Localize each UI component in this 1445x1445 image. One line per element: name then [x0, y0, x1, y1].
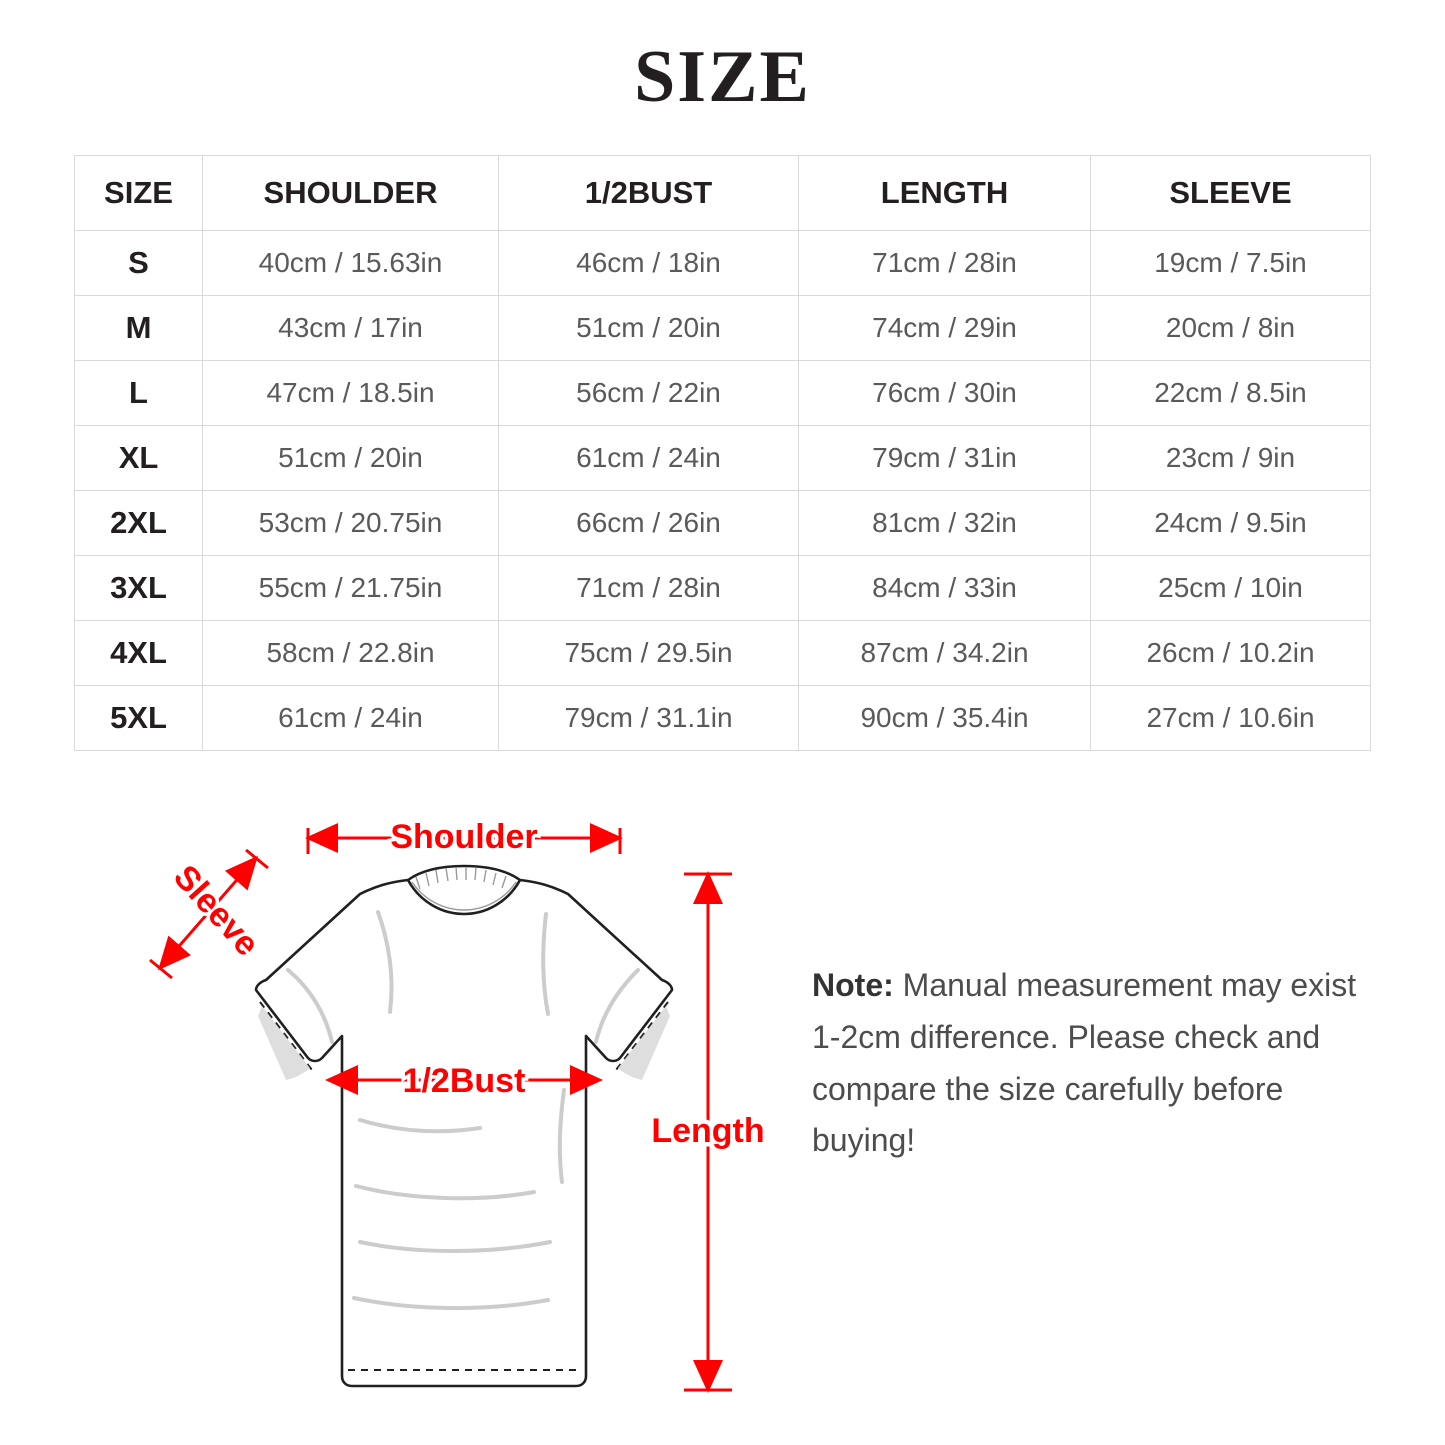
table-row — [75, 296, 1371, 361]
cell-size: XL — [75, 426, 203, 491]
cell-sleeve: 22cm / 8.5in — [1091, 361, 1371, 426]
column-header-shoulder: SHOULDER — [203, 156, 499, 231]
tshirt-measurement-diagram — [60, 790, 800, 1410]
cell-sleeve: 25cm / 10in — [1091, 556, 1371, 621]
cell-length: 87cm / 34.2in — [799, 621, 1091, 686]
shoulder-label: Shoulder — [390, 818, 538, 856]
column-header-sleeve: SLEEVE — [1091, 156, 1371, 231]
cell-bust: 79cm / 31.1in — [499, 686, 799, 751]
table-row — [75, 621, 1371, 686]
table-header-row — [75, 156, 1371, 231]
sleeve-label: Sleeve — [166, 857, 267, 964]
size-chart-table — [74, 155, 1371, 751]
cell-bust: 51cm / 20in — [499, 296, 799, 361]
cell-bust: 66cm / 26in — [499, 491, 799, 556]
cell-size: 5XL — [75, 686, 203, 751]
cell-size: L — [75, 361, 203, 426]
table-row — [75, 556, 1371, 621]
cell-shoulder: 40cm / 15.63in — [203, 231, 499, 296]
cell-length: 90cm / 35.4in — [799, 686, 1091, 751]
page-title: SIZE — [634, 36, 811, 118]
cell-bust: 61cm / 24in — [499, 426, 799, 491]
cell-bust: 71cm / 28in — [499, 556, 799, 621]
column-header-bust: 1/2BUST — [499, 156, 799, 231]
cell-size: 4XL — [75, 621, 203, 686]
cell-size: S — [75, 231, 203, 296]
length-label: Length — [651, 1112, 765, 1150]
cell-sleeve: 19cm / 7.5in — [1091, 231, 1371, 296]
cell-shoulder: 55cm / 21.75in — [203, 556, 499, 621]
note-text: Manual measurement may exist 1-2cm difference. Please check and compare the size carefully before buying! — [812, 967, 1357, 1159]
table-row — [75, 231, 1371, 296]
cell-bust: 56cm / 22in — [499, 361, 799, 426]
cell-size: 2XL — [75, 491, 203, 556]
note-block — [812, 960, 1392, 1167]
cell-bust: 46cm / 18in — [499, 231, 799, 296]
table-row — [75, 491, 1371, 556]
note-label: Note: — [812, 967, 894, 1003]
cell-sleeve: 24cm / 9.5in — [1091, 491, 1371, 556]
cell-length: 71cm / 28in — [799, 231, 1091, 296]
table-row — [75, 361, 1371, 426]
cell-shoulder: 43cm / 17in — [203, 296, 499, 361]
cell-shoulder: 61cm / 24in — [203, 686, 499, 751]
cell-sleeve: 20cm / 8in — [1091, 296, 1371, 361]
table-row — [75, 426, 1371, 491]
cell-length: 81cm / 32in — [799, 491, 1091, 556]
bust-label: 1/2Bust — [402, 1062, 526, 1100]
cell-sleeve: 27cm / 10.6in — [1091, 686, 1371, 751]
cell-shoulder: 47cm / 18.5in — [203, 361, 499, 426]
cell-length: 84cm / 33in — [799, 556, 1091, 621]
table-row — [75, 686, 1371, 751]
cell-sleeve: 23cm / 9in — [1091, 426, 1371, 491]
cell-size: 3XL — [75, 556, 203, 621]
column-header-size: SIZE — [75, 156, 203, 231]
cell-length: 79cm / 31in — [799, 426, 1091, 491]
cell-shoulder: 58cm / 22.8in — [203, 621, 499, 686]
cell-size: M — [75, 296, 203, 361]
cell-shoulder: 53cm / 20.75in — [203, 491, 499, 556]
column-header-length: LENGTH — [799, 156, 1091, 231]
cell-sleeve: 26cm / 10.2in — [1091, 621, 1371, 686]
cell-shoulder: 51cm / 20in — [203, 426, 499, 491]
cell-length: 74cm / 29in — [799, 296, 1091, 361]
cell-bust: 75cm / 29.5in — [499, 621, 799, 686]
cell-length: 76cm / 30in — [799, 361, 1091, 426]
